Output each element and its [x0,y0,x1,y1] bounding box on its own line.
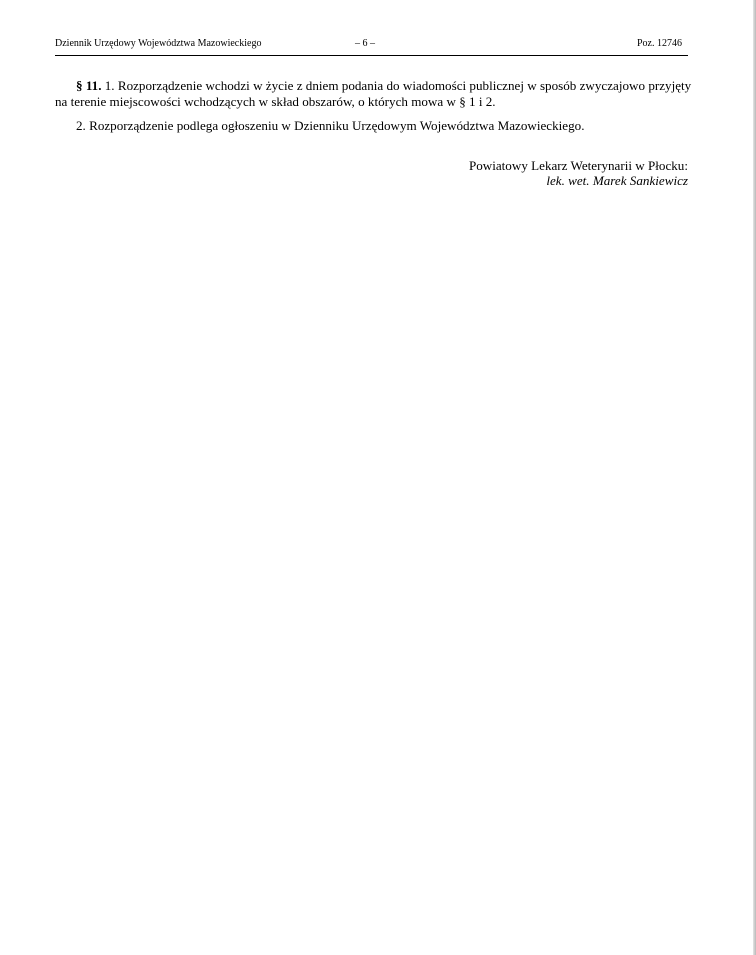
paragraph-2-text: 2. Rozporządzenie podlega ogłoszeniu w Dzienniku Urzędowym Województwa Mazowieckiego. [76,118,585,133]
journal-title: Dziennik Urzędowy Województwa Mazowieckiego [55,38,262,49]
signature-block [469,158,688,188]
paragraph-1-text: 1. Rozporządzenie wchodzi w życie z dniem podania do wiadomości publicznej w sposób zwyczajowo przyjęty na terenie miejscowości wchodzących w skład obszarów, o których mowa w § 1 i 2. [55,78,692,109]
page-header [55,38,688,56]
signatory-office: Powiatowy Lekarz Weterynarii w Płocku: [468,158,688,173]
section-mark: § 11. [76,78,102,93]
paragraph-section-11 [55,78,695,110]
page-number: – 6 – [355,38,375,49]
signatory-name: lek. wet. Marek Sankiewicz [546,173,688,188]
paragraph-2 [55,118,695,134]
position-number: Poz. 12746 [637,38,682,49]
header-divider [55,55,688,56]
